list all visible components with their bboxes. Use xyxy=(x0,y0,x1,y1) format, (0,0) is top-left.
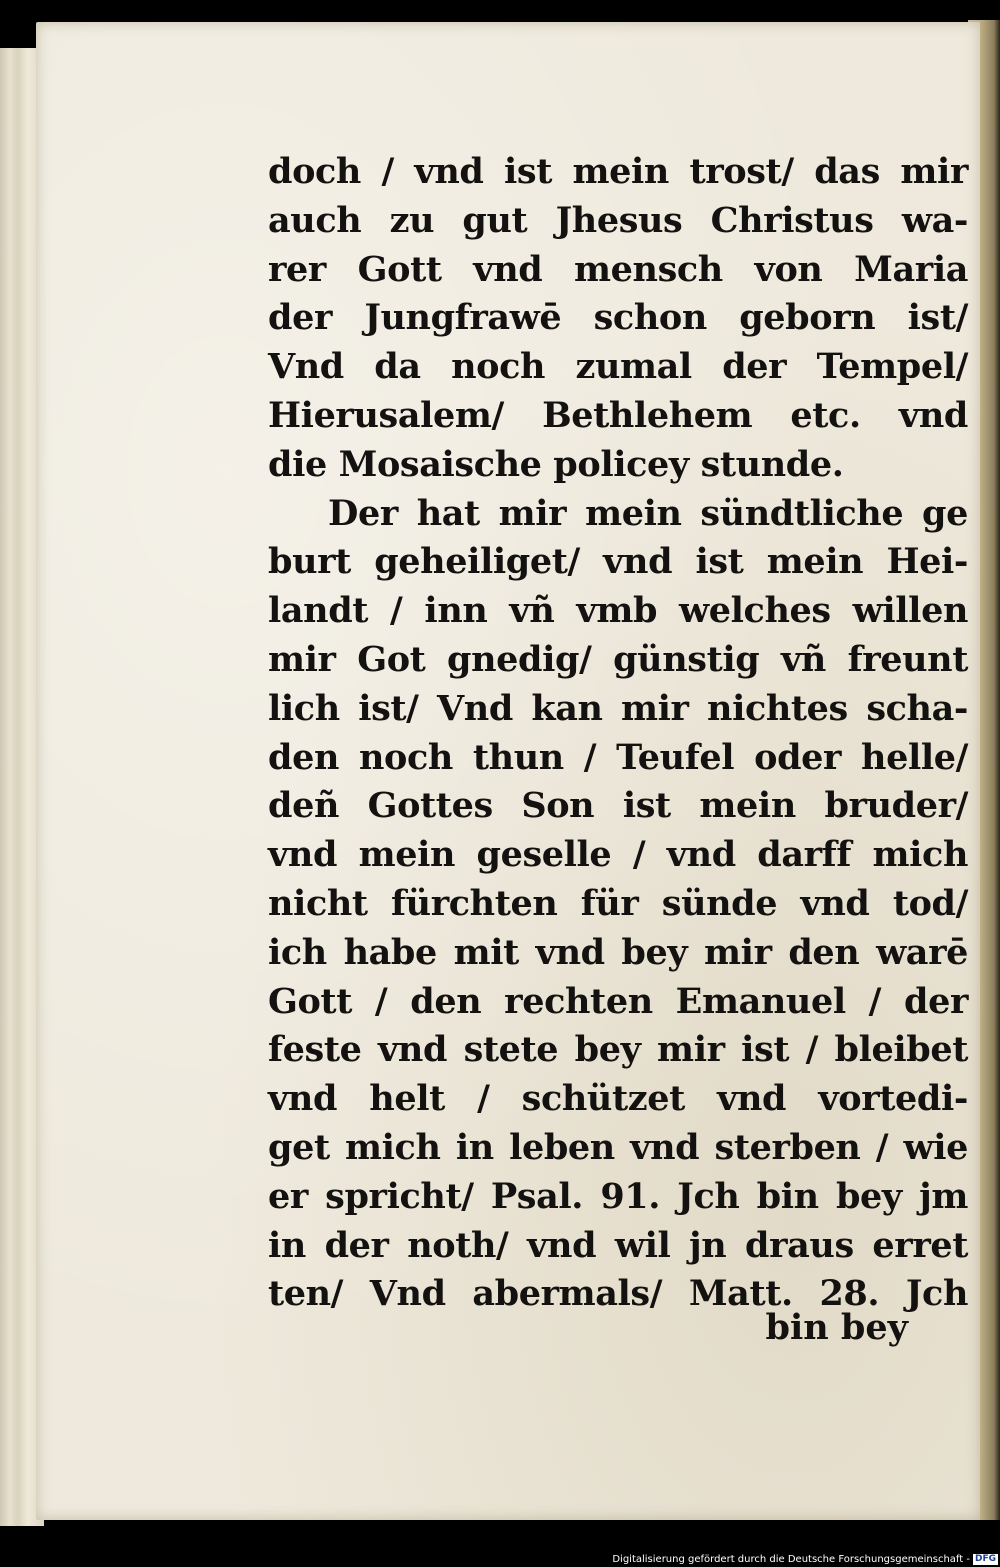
text-line: vnd helt / schützet vnd vortedi- xyxy=(268,1078,968,1120)
text-line: die Mosaische policey stunde. xyxy=(268,443,844,485)
text-line: Der hat mir mein sündtliche ge xyxy=(328,492,968,534)
text-line: in der noth/ vnd wil jn draus erret xyxy=(268,1224,968,1266)
text-line: Gott / den rechten Emanuel / der xyxy=(268,980,968,1022)
text-line: mir Got gnedig/ günstig vñ freunt xyxy=(268,638,968,680)
text-line: deñ Gottes Son ist mein bruder/ xyxy=(268,785,968,827)
text-line: ich habe mit vnd bey mir den warē xyxy=(268,931,968,973)
text-line: der Jungfrawē schon geborn ist/ xyxy=(268,297,968,339)
dfg-logo-icon: DFG xyxy=(974,1553,996,1564)
credit-text: Digitalisierung gefördert durch die Deutsche Forschungsgemeinschaft - xyxy=(612,1554,970,1565)
text-line: auch zu gut Jhesus Christus wa- xyxy=(268,199,968,241)
text-line: nicht fürchten für sünde vnd tod/ xyxy=(268,882,968,924)
page-text-block xyxy=(268,148,968,1319)
text-line: get mich in leben vnd sterben / wie xyxy=(268,1126,968,1168)
text-line: rer Gott vnd mensch von Maria xyxy=(268,248,968,290)
text-line: burt geheiliget/ vnd ist mein Hei- xyxy=(268,541,968,583)
text-line: feste vnd stete bey mir ist / bleibet xyxy=(268,1029,968,1071)
catchword: bin bey xyxy=(765,1307,908,1348)
text-line: vnd mein geselle / vnd darff mich xyxy=(268,834,968,876)
text-line: ten/ Vnd abermals/ Matt. 28. Jch xyxy=(268,1273,968,1315)
text-line: landt / inn vñ vmb welches willen xyxy=(268,590,968,632)
text-line: Hierusalem/ Bethlehem etc. vnd xyxy=(268,394,968,436)
text-line: er spricht/ Psal. 91. Jch bin bey jm xyxy=(268,1175,968,1217)
text-line: den noch thun / Teufel oder helle/ xyxy=(268,736,968,778)
book-page xyxy=(36,22,980,1520)
text-line: lich ist/ Vnd kan mir nichtes scha- xyxy=(268,687,968,729)
text-line: doch / vnd ist mein trost/ das mir xyxy=(268,151,968,192)
text-line: Vnd da noch zumal der Tempel/ xyxy=(268,346,968,388)
digitization-credit xyxy=(600,1552,998,1567)
